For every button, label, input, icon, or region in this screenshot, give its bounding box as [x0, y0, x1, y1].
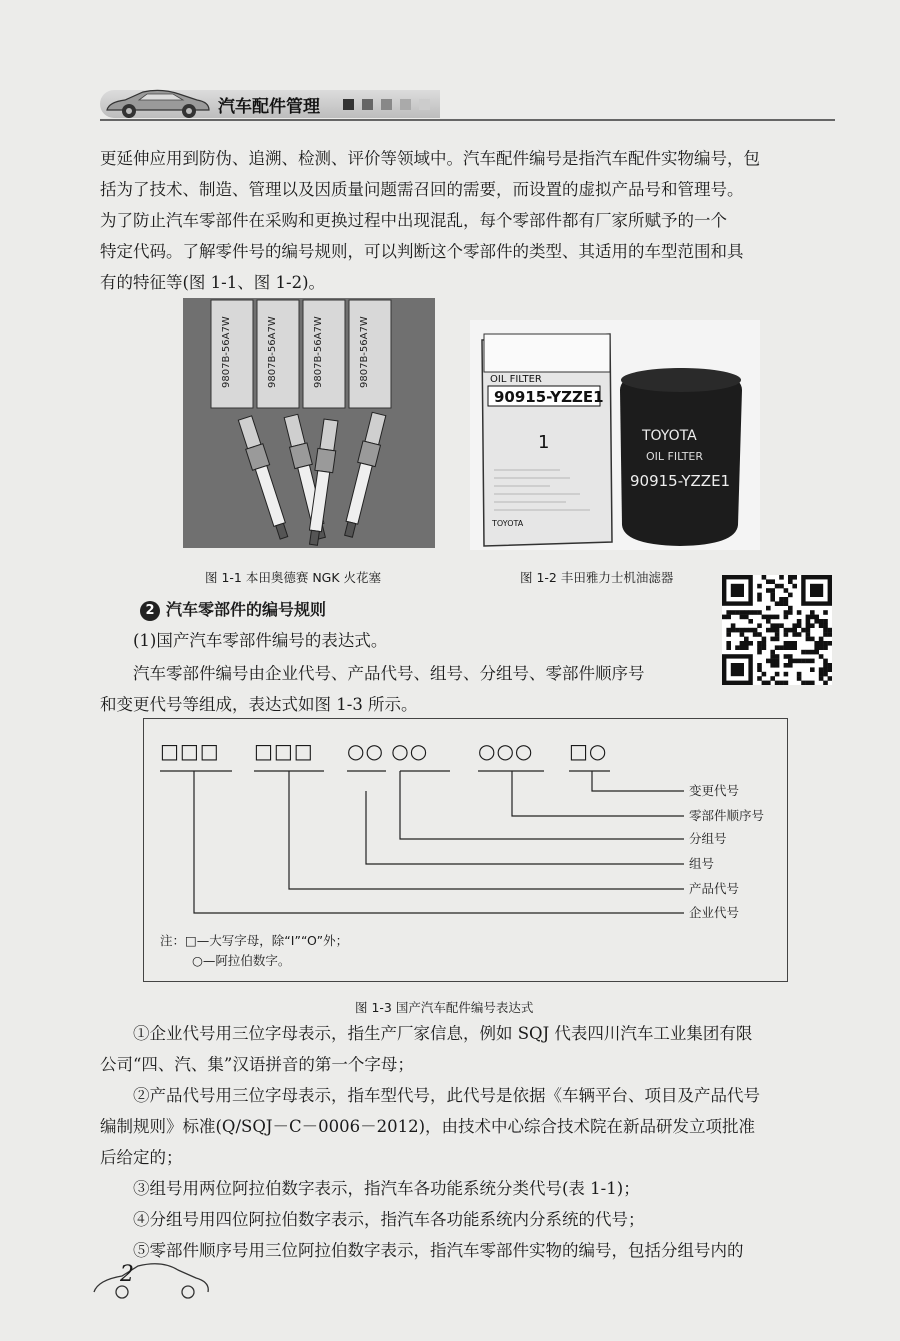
qr-finder-pattern [731, 663, 744, 676]
group-product-code: □□□ [254, 739, 314, 763]
group-sequence: ○○○ [478, 739, 534, 763]
oil-filter-photo [470, 320, 760, 550]
box-brand: TOYOTA [492, 519, 524, 528]
header-rule [100, 119, 835, 121]
list-item: 编制规则》标准(Q/SQJ－C－0006－2012)，由技术中心综合技术院在新品研发立项批准 [100, 1117, 756, 1136]
header-square-4 [400, 99, 411, 110]
label-enterprise-code: 企业代号 [689, 905, 740, 920]
label-subgroup: 分组号 [689, 831, 727, 846]
text-line: 括为了技术、制造、管理以及因质量问题需召回的需要，而设置的虚拟产品号和管理号。 [100, 180, 744, 199]
text-line: 有的特征等(图 1-1、图 1-2)。 [100, 273, 326, 292]
qr-code[interactable] [722, 575, 832, 685]
header-square-1 [343, 99, 354, 110]
box-label: 9807B-56A7W [267, 316, 278, 388]
can-text: OIL FILTER [646, 450, 704, 463]
list-item: 公司“四、汽、集”汉语拼音的第一个字母； [100, 1055, 414, 1074]
list-item: ⑤零部件顺序号用三位阿拉伯数字表示，指汽车零部件实物的编号，包括分组号内的 [133, 1241, 744, 1260]
qr-finder-pattern [810, 584, 823, 597]
code-structure-diagram [143, 718, 788, 982]
text-line: 更延伸应用到防伪、追溯、检测、评价等领域中。汽车配件编号是指汽车配件实物编号，包 [100, 149, 760, 168]
car-logo-icon [103, 84, 213, 120]
figure-1-3-caption: 图 1-3 国产汽车配件编号表达式 [355, 1000, 534, 1015]
label-part-sequence: 零部件顺序号 [689, 808, 765, 823]
section-heading-text: 汽车零部件的编号规则 [166, 600, 327, 619]
text-line: (1)国产汽车零部件编号的表达式。 [133, 631, 388, 650]
rules-list [100, 1018, 835, 1266]
section-number-badge: 2 [140, 601, 160, 621]
spark-plug-photo [183, 298, 435, 548]
list-item: ③组号用两位阿拉伯数字表示，指汽车各功能系统分类代号(表 1-1)； [133, 1179, 640, 1198]
box-label: 9807B-56A7W [221, 316, 232, 388]
header-square-3 [381, 99, 392, 110]
section-sub [100, 625, 733, 656]
running-header-title: 汽车配件管理 [218, 97, 320, 117]
diagram-note-2: ○—阿拉伯数字。 [192, 953, 291, 968]
intro-paragraph [100, 143, 835, 298]
section-heading [140, 597, 326, 621]
header-square-2 [362, 99, 373, 110]
can-number: 90915-YZZE1 [630, 472, 731, 490]
text-line: 为了防止汽车零部件在采购和更换过程中出现混乱，每个零部件都有厂家所赋予的一个 [100, 211, 727, 230]
text-line: 特定代码。了解零件号的编号规则，可以判断这个零部件的类型、其适用的车型范围和具 [100, 242, 744, 261]
group-enterprise-code: □□□ [160, 739, 220, 763]
figure-1-2-caption: 图 1-2 丰田雅力士机油滤器 [520, 570, 674, 585]
box-label: 9807B-56A7W [313, 316, 324, 388]
qr-finder-pattern [731, 584, 744, 597]
section-body [100, 658, 700, 720]
footer-car-icon [92, 1258, 212, 1304]
box-header: OIL FILTER [490, 374, 542, 385]
text-line: 和变更代号等组成，表达式如图 1-3 所示。 [100, 695, 418, 714]
box-qty: 1 [538, 432, 550, 453]
group-group-subgroup: ○○ ○○ [347, 739, 429, 763]
list-item: ④分组号用四位阿拉伯数字表示，指汽车各功能系统内分系统的代号； [133, 1210, 645, 1229]
list-item: ②产品代号用三位字母表示，指车型代号，此代号是依据《车辆平台、项目及产品代号 [133, 1086, 760, 1105]
page-number: 2 [120, 1262, 134, 1287]
figure-1-1-caption: 图 1-1 本田奥德赛 NGK 火花塞 [205, 570, 382, 585]
box-label: 9807B-56A7W [359, 316, 370, 388]
list-item: ①企业代号用三位字母表示，指生产厂家信息，例如 SQJ 代表四川汽车工业集团有限 [133, 1024, 753, 1043]
box-part-number: 90915-YZZE1 [494, 388, 604, 406]
label-product-code: 产品代号 [689, 881, 740, 896]
can-brand: TOYOTA [642, 428, 697, 444]
list-item: 后给定的； [100, 1148, 183, 1167]
group-change: □○ [569, 739, 608, 763]
label-change-code: 变更代号 [689, 783, 740, 798]
text-line: 汽车零部件编号由企业代号、产品代号、组号、分组号、零部件顺序号 [133, 664, 645, 683]
header-square-5 [419, 99, 430, 110]
diagram-note-1: 注：□—大写字母，除“I”“O”外； [160, 933, 349, 948]
label-group: 组号 [689, 856, 715, 871]
